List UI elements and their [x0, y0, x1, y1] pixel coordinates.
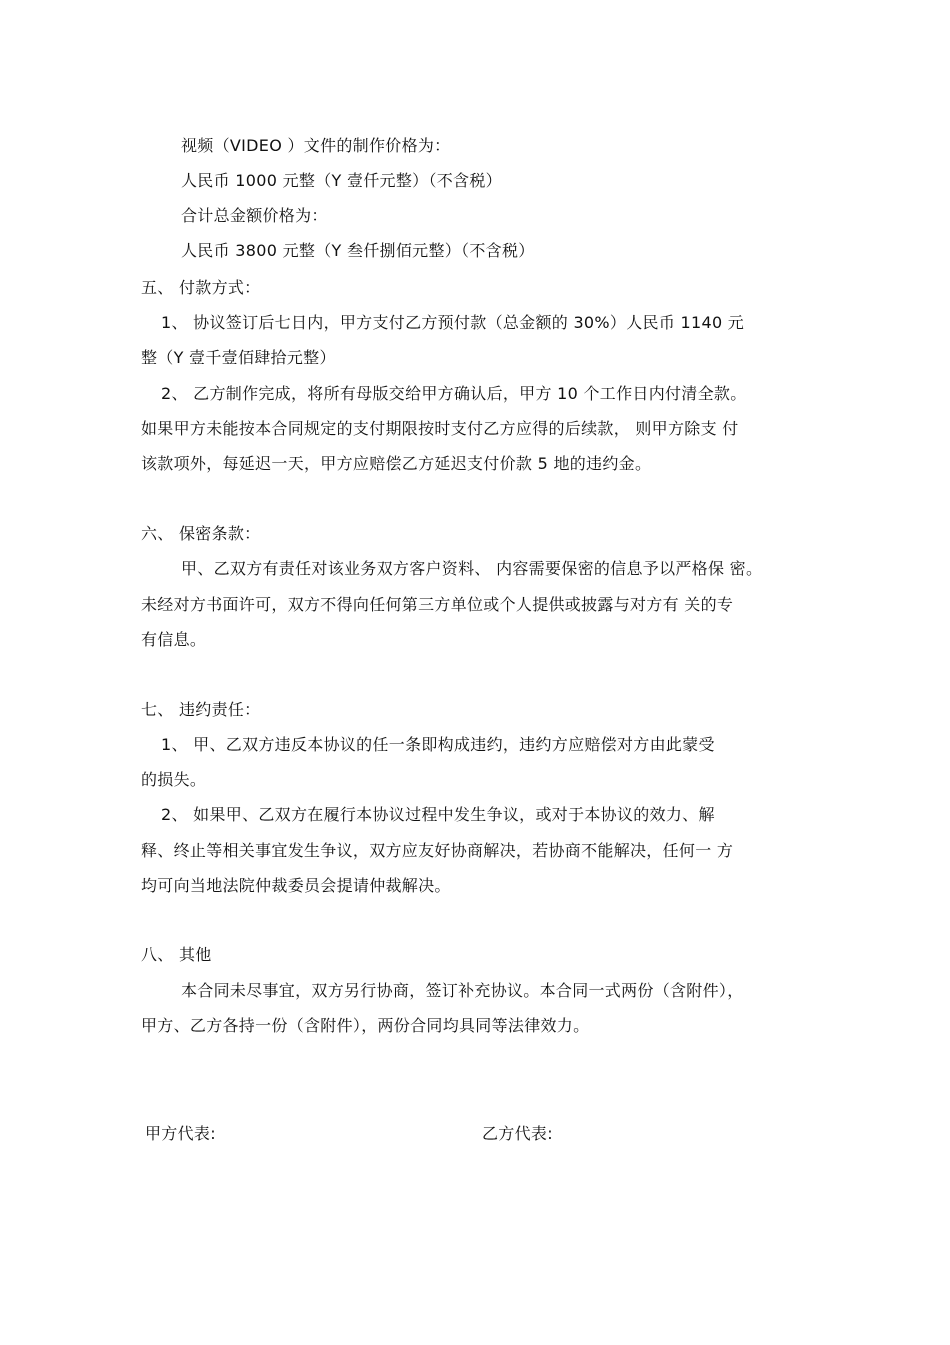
breach-clause-2-line-3: 均可向当地法院仲裁委员会提请仲裁解决。	[141, 876, 451, 895]
breach-clause-1-line-2: 的损失。	[141, 770, 207, 789]
party-a-representative-label: 甲方代表:	[145, 1124, 216, 1143]
other-clause-line-2: 甲方、乙方各持一份（含附件），两份合同均具同等法律效力。	[141, 1016, 590, 1035]
section-6-title: 六、 保密条款：	[141, 524, 261, 543]
section-5-title: 五、 付款方式：	[141, 278, 261, 297]
payment-clause-2-line-3: 该款项外，每延迟一天，甲方应赔偿乙方延迟支付价款 5 地的违约金。	[141, 454, 652, 473]
payment-clause-2-line-1: 2、 乙方制作完成，将所有母版交给甲方确认后，甲方 10 个工作日内付清全款。	[161, 384, 747, 403]
section-7-title: 七、 违约责任：	[141, 700, 261, 719]
breach-clause-2-line-1: 2、 如果甲、乙双方在履行本协议过程中发生争议，或对于本协议的效力、解	[161, 805, 715, 824]
total-price-heading: 合计总金额价格为：	[181, 206, 328, 225]
total-price-amount: 人民币 3800 元整（Y 叁仟捌佰元整）（不含税）	[181, 241, 535, 260]
video-price-amount: 人民币 1000 元整（Y 壹仟元整）（不含税）	[181, 171, 502, 190]
confidentiality-line-2: 未经对方书面许可，双方不得向任何第三方单位或个人提供或披露与对方有 关的专	[141, 595, 734, 614]
confidentiality-line-3: 有信息。	[141, 630, 207, 649]
breach-clause-1-line-1: 1、 甲、乙双方违反本协议的任一条即构成违约，违约方应赔偿对方由此蒙受	[161, 735, 715, 754]
section-8-title: 八、 其他	[141, 945, 212, 964]
confidentiality-line-1: 甲、乙双方有责任对该业务双方客户资料、 内容需要保密的信息予以严格保 密。	[181, 559, 763, 578]
video-price-heading: 视频（VIDEO ）文件的制作价格为：	[181, 136, 451, 155]
payment-clause-1-line-1: 1、 协议签订后七日内，甲方支付乙方预付款（总金额的 30%）人民币 1140 元	[161, 313, 745, 332]
breach-clause-2-line-2: 释、终止等相关事宜发生争议，双方应友好协商解决，若协商不能解决，任何一 方	[141, 841, 734, 860]
payment-clause-1-line-2: 整（Y 壹千壹佰肆拾元整）	[141, 348, 336, 367]
payment-clause-2-line-2: 如果甲方未能按本合同规定的支付期限按时支付乙方应得的后续款， 则甲方除支 付	[141, 419, 739, 438]
party-b-representative-label: 乙方代表:	[482, 1124, 553, 1143]
other-clause-line-1: 本合同未尽事宜，双方另行协商，签订补充协议。本合同一式两份（含附件），	[181, 981, 744, 1000]
